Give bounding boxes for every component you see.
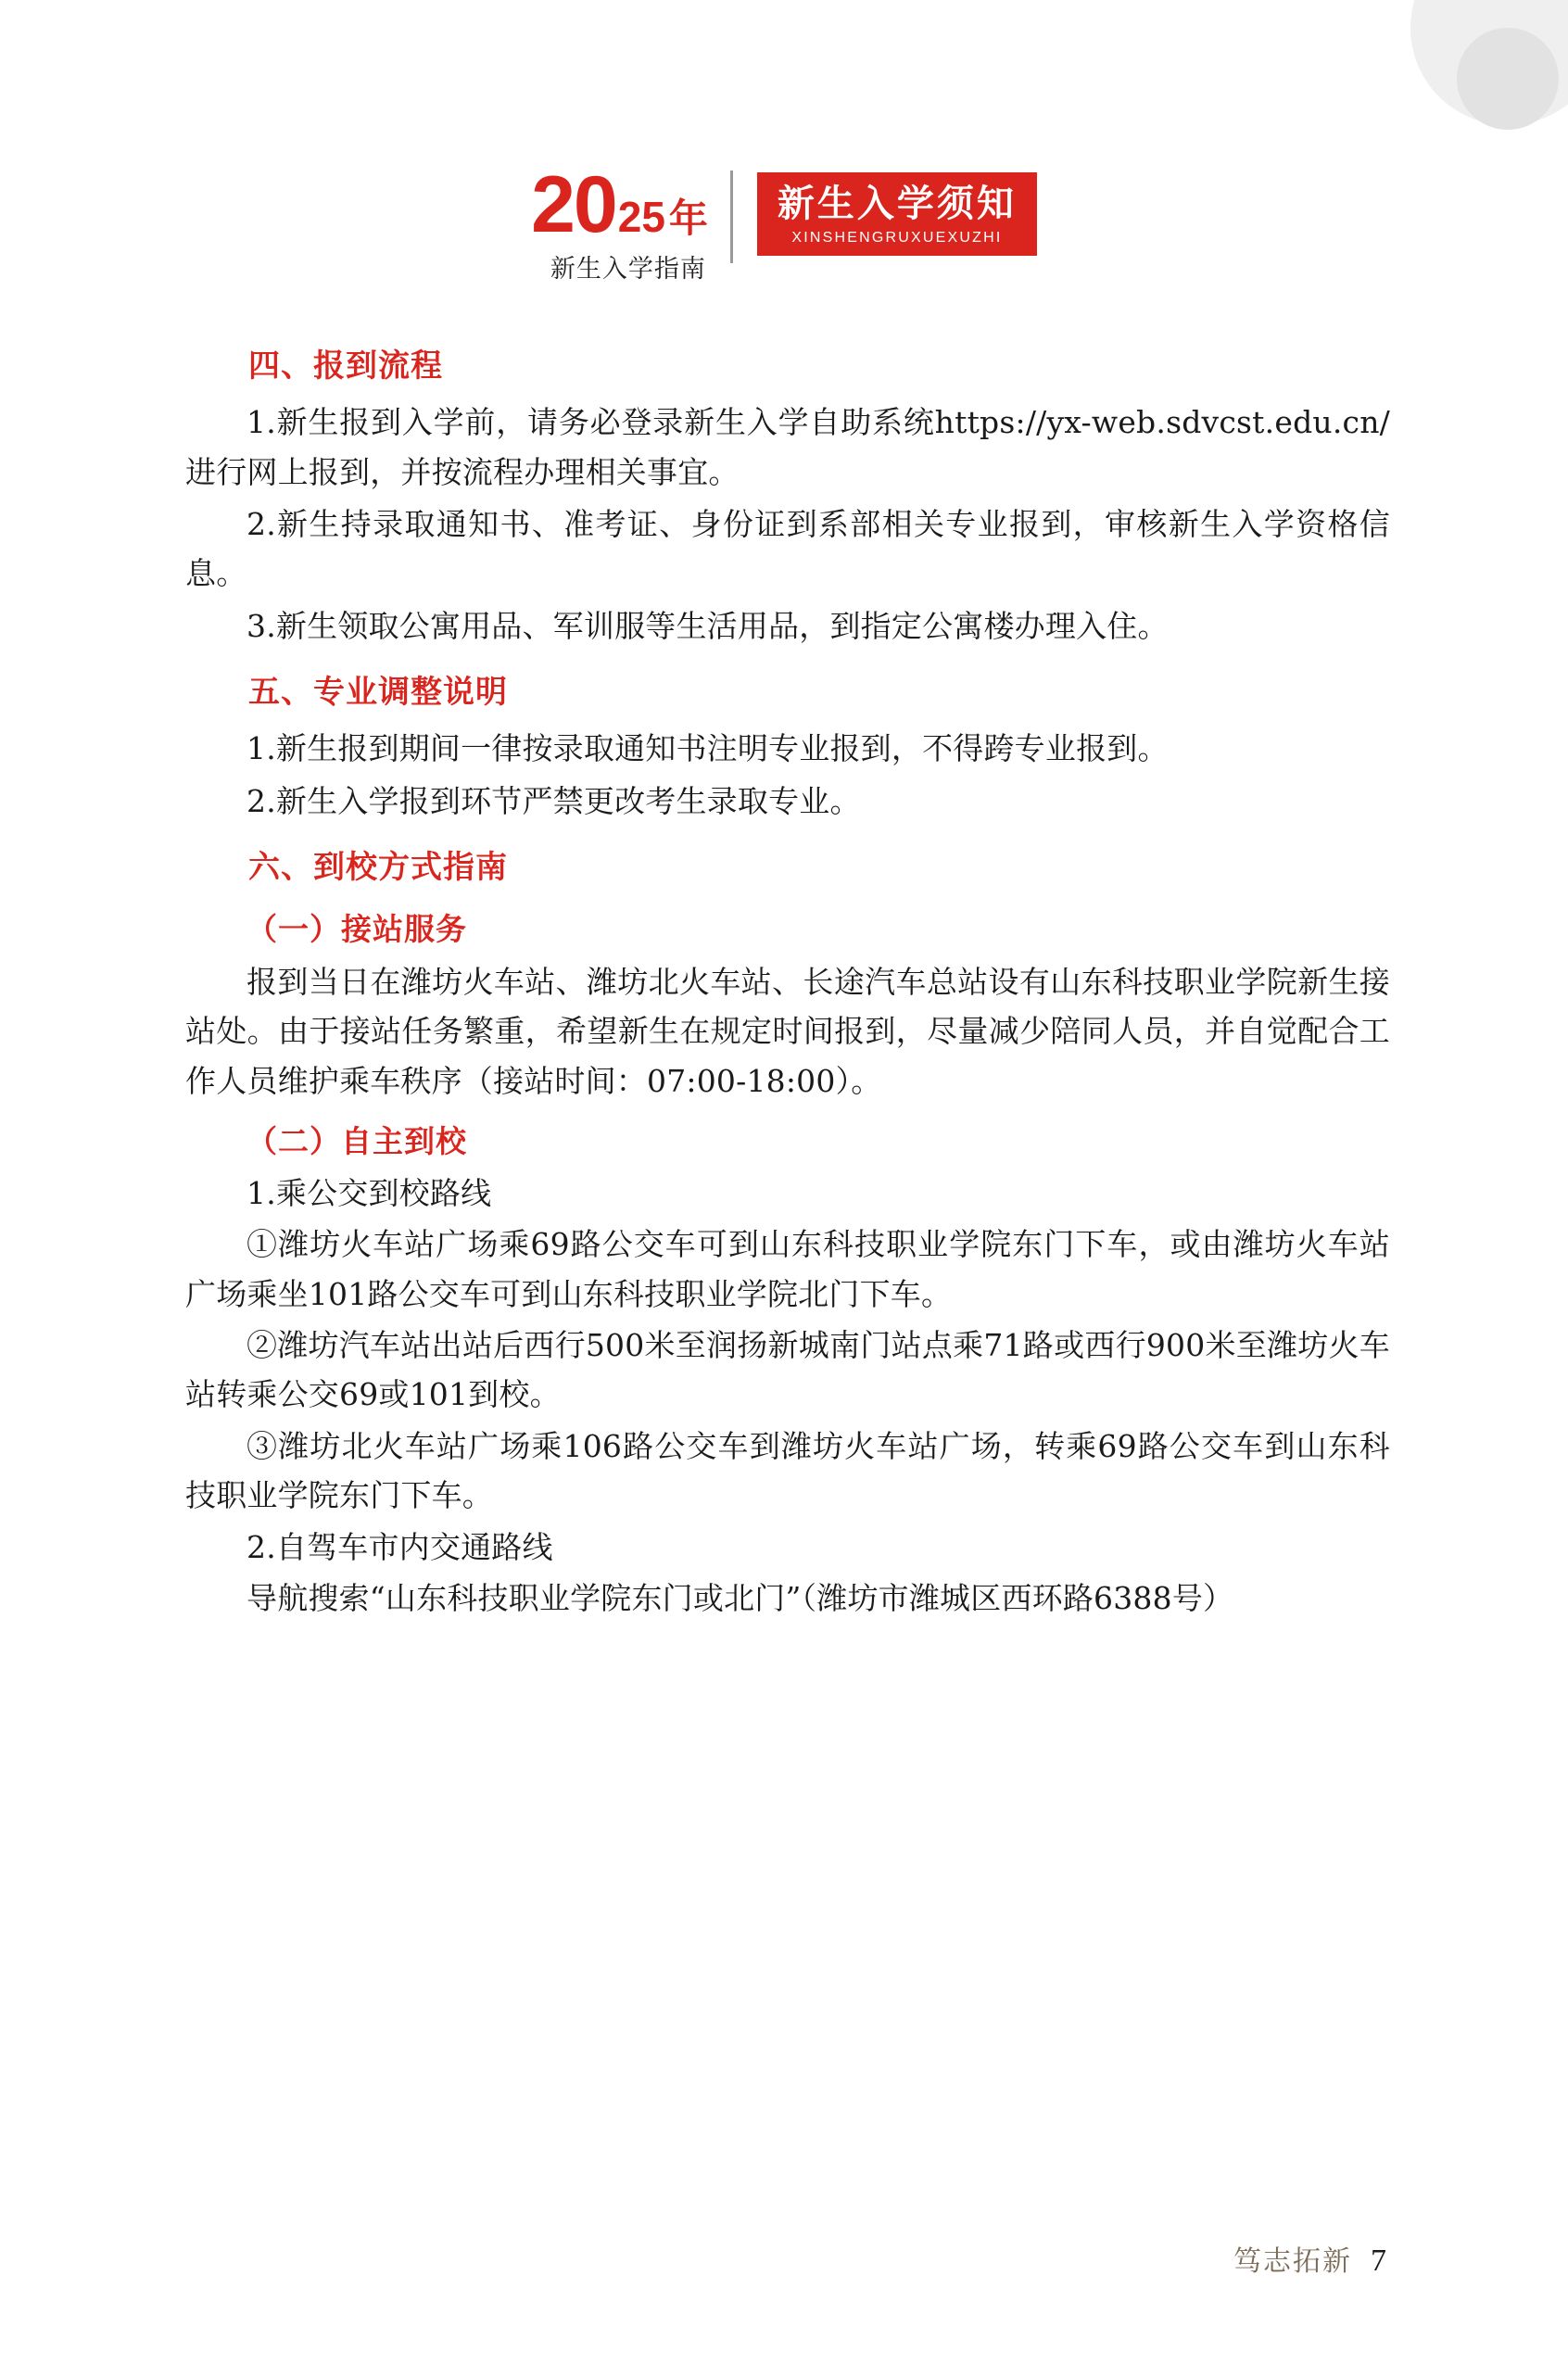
paragraph: 1.新生报到期间一律按录取通知书注明专业报到，不得跨专业报到。 [247,730,1169,767]
page-number: 7 [1371,2244,1386,2278]
decor-circle-large [1410,0,1568,125]
year-main: 20 [531,160,616,249]
header-inner [531,160,1037,284]
footer-motto: 笃志拓新 [1233,2245,1352,2278]
year-line [531,160,708,249]
page-footer [1233,2238,1386,2279]
paragraph: 1.乘公交到校路线 [247,1174,492,1211]
section-heading-5: 五、专业调整说明 [248,674,508,712]
subsection-heading-1: （一）接站服务 [247,911,467,948]
header-divider [730,171,733,263]
year-logo [531,160,730,284]
header-badge [757,172,1037,256]
paragraph: ③潍坊北火车站广场乘106路公交车到潍坊火车站广场，转乘69路公交车到山东科技职业学院东门下车。 [185,1427,1390,1514]
section-heading-4: 四、报到流程 [248,348,443,385]
section-heading-6: 六、到校方式指南 [248,849,508,887]
paragraph: 2.新生入学报到环节严禁更改考生录取专业。 [247,782,861,819]
paragraph: ②潍坊汽车站出站后西行500米至润扬新城南门站点乘71路或西行900米至潍坊火车站转乘公交69或101到校。 [185,1327,1390,1413]
year-suffix: 年 [668,196,708,241]
decor-circle-small [1457,28,1559,130]
paragraph: 2.新生持录取通知书、准考证、身份证到系部相关专业报到，审核新生入学资格信息。 [185,505,1390,592]
year-subtitle: 新生入学指南 [550,255,706,284]
year-small: 25 [617,193,665,241]
paragraph: 导航搜索“山东科技职业学院东门或北门”（潍坊市潍城区西环路6388号） [247,1580,1234,1617]
page-header [0,160,1568,295]
paragraph: ①潍坊火车站广场乘69路公交车可到山东科技职业学院东门下车，或由潍坊火车站广场乘坐101路公交车可到山东科技职业学院北门下车。 [185,1226,1390,1312]
paragraph: 报到当日在潍坊火车站、潍坊北火车站、长途汽车总站设有山东科技职业学院新生接站处。由于接站任务繁重，希望新生在规定时间报到，尽量减少陪同人员，并自觉配合工作人员维护乘车秩序（接站时间：07:00-18:00）。 [185,963,1390,1099]
header-badge-pinyin: XINSHENGRUXUEXUZHI [791,230,1003,246]
corner-decoration [1327,0,1568,185]
header-badge-title: 新生入学须知 [777,183,1017,225]
document-body [185,324,1390,1625]
paragraph: 1.新生报到入学前，请务必登录新生入学自助系统https://yx-web.sdvcst.edu.cn/进行网上报到，并按流程办理相关事宜。 [185,404,1390,490]
subsection-heading-2: （二）自主到校 [247,1123,467,1160]
paragraph: 2.自驾车市内交通路线 [247,1528,553,1565]
paragraph: 3.新生领取公寓用品、军训服等生活用品，到指定公寓楼办理入住。 [247,607,1169,644]
